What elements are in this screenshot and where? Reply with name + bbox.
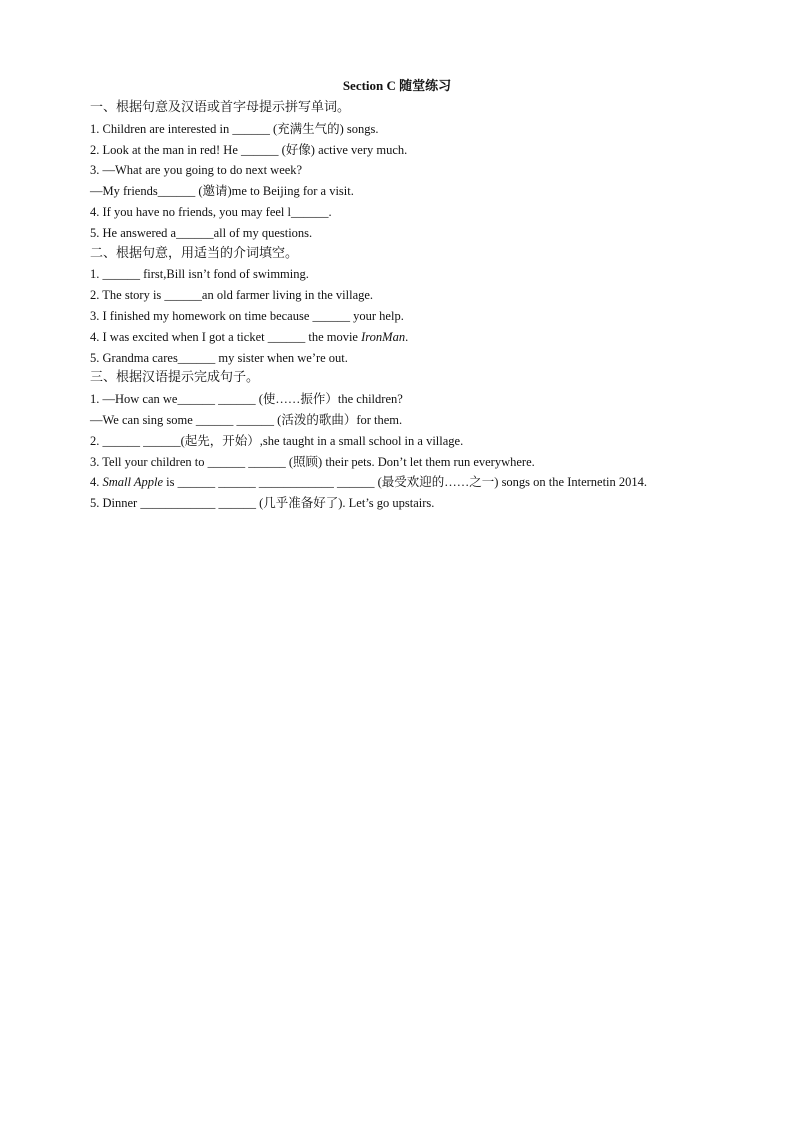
section2-question-2: 2. The story is ______an old farmer living in the village. <box>90 288 374 303</box>
section3-question-2: 2. ______ ______(起先，开始）,she taught in a small school in a village. <box>90 433 464 448</box>
page-title: Section C 随堂练习 <box>342 78 452 93</box>
section2-heading: 二、根据句意，用适当的介词填空。 <box>90 245 299 261</box>
worksheet-content <box>90 98 690 514</box>
section1-heading: 一、根据句意及汉语或首字母提示拼写单词。 <box>90 100 351 115</box>
section3-question-4-song: Small Apple <box>102 475 164 490</box>
section3-question-5: 5. Dinner ____________ ______ (几乎准备好了). Let’s go upstairs. <box>90 496 435 511</box>
section1-question-4: 4. If you have no friends, you may feel l______. <box>90 204 332 219</box>
section1-question-3b: —My friends______ (邀请)me to Beijing for a visit. <box>90 184 354 199</box>
section1-question-1: 1. Children are interested in ______ (充满生气的) songs. <box>90 121 379 136</box>
section3-question-1b: —We can sing some ______ ______ (活泼的歌曲）for them. <box>90 412 403 427</box>
section3-question-3: 3. Tell your children to ______ ______ (照顾) their pets. Don’t let them run everywhere. <box>90 454 535 469</box>
section3-question-1a: 1. —How can we______ ______ (使……振作）the children? <box>90 392 403 407</box>
section2-question-4-text: 4. I was excited when I got a ticket ______ the movie <box>90 329 362 344</box>
section2-question-3: 3. I finished my homework on time because ______ your help. <box>90 308 404 323</box>
section2-question-1: 1. ______ first,Bill isn’t fond of swimming. <box>90 267 309 282</box>
section1-question-2: 2. Look at the man in red! He ______ (好像) active very much. <box>90 142 408 157</box>
section3-question-4 <box>90 472 690 493</box>
section2-question-4-end: . <box>405 329 409 344</box>
section3-question-4-text: is ______ ______ ____________ ______ (最受欢迎的……之一) songs on the Internetin 2014. <box>163 475 648 490</box>
section2-question-5: 5. Grandma cares______ my sister when we’re out. <box>90 350 348 365</box>
section2-question-4-movie: IronMan <box>361 329 406 344</box>
section3-question-4-num: 4. <box>90 475 103 490</box>
section3-heading: 三、根据汉语提示完成句子。 <box>90 370 260 386</box>
section1-question-5: 5. He answered a______all of my questions. <box>90 225 313 240</box>
section1-question-3a: 3. —What are you going to do next week? <box>90 163 303 178</box>
section2-question-4 <box>90 327 690 348</box>
